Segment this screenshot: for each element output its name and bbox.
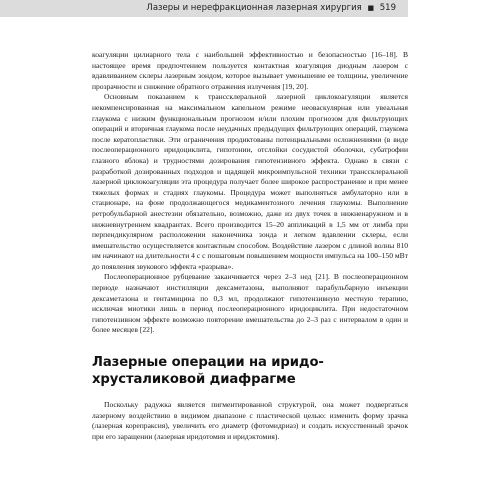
- paragraph-3: Послеоперационное рубцевание заканчивается через 2–3 нед [21]. В послеоперационном периоде назначают инстилляции дексаметазона, выполняют парабульбарную инъекции дексаметазона и гентамицина по 0,3 мл, продолжают гипотензивную местную терапию, исключая миотики лишь в период послеоперационного иридоциклита. При недостаточном гипотензивном эффекте возможно повторение вмешательства до 2–3 раз с интервалом в один и более месяцев [22].: [92, 272, 408, 335]
- section-paragraph: Поскольку радужка является пигментированной структурой, она может подвергаться лазерному воздействию в видимом диапазоне с пластической целью: изменить форму зрачка (лазерная корепраксия), увеличить его диаметр (фотомидриаз) и создать искусственный зрачок при его заращении (лазерная иридотомия и иридэктомия).: [92, 400, 408, 441]
- paragraph-2: Основным показанием к транссклеральной лазерной циклокоагуляции является некомпенсированная на максимальном капельном режиме неоваскулярная или увеальная глаукома с низким функциональным прогнозом и/или плохим прогнозом для фильтрующих операций и вторичная глаукома после неудачных предыдущих фильтрующих операций, глаукома после кератопластики. Эти ограничения продиктованы потенциальными осложнениями (в виде послеоперационного иридоциклита, гипотонии, отслойки сосудистой оболочки, субатрофии глазного яблока) и трудностями дозирования гипотензивного эффекта. Однако в связи с разработкой дозированных подходов и щадящей микроимпульсной техники транссклеральной лазерной циклокоагуляции эта процедура получает более широкое распространение и при менее тяжелых формах и стадиях глаукомы. Процедура может выполняться амбулаторно или в стационаре, на фоне продолжающегося медикаментозного лечения глаукомы. Выполнение ретробульбарной анестезии обязательно, возможно, даже из двух точек в нижненаружном и в нижневнутреннем квадрантах. Всего производится 15–20 аппликаций в 1,5 мм от лимба при перпендикулярном расположении наконечника зонда и легком вдавлении склеры, если вмешательство осуществляется контактным способом. Воздействие лазером с длиной волны 810 нм начинают на длительности 4 с с пошаговым повышением мощности импульса на 100–150 мВт до появления звукового эффекта «разрыва».: [92, 92, 408, 271]
- header-line: [146, 0, 396, 17]
- running-header: [0, 0, 408, 17]
- paragraph-1: коагуляции цилиарного тела с наибольшей эффективностью и безопасностью [16–18]. В настоящее время предпочтением пользуется контактная коагуляция диодным лазером с вдавливанием склеры лазерным зондом, которое вызывает уменьшение ее толщины, увеличение прозрачности и снижение обратного отражения излучения [19, 20].: [92, 50, 408, 91]
- page-number: 519: [379, 3, 396, 13]
- running-title: Лазеры и нерефракционная лазерная хирургия: [146, 3, 362, 13]
- section-heading: Лазерные операции на иридо-хрусталиковой диафрагме: [92, 355, 324, 388]
- body-text: [92, 50, 408, 442]
- square-separator-icon: ■: [367, 4, 375, 12]
